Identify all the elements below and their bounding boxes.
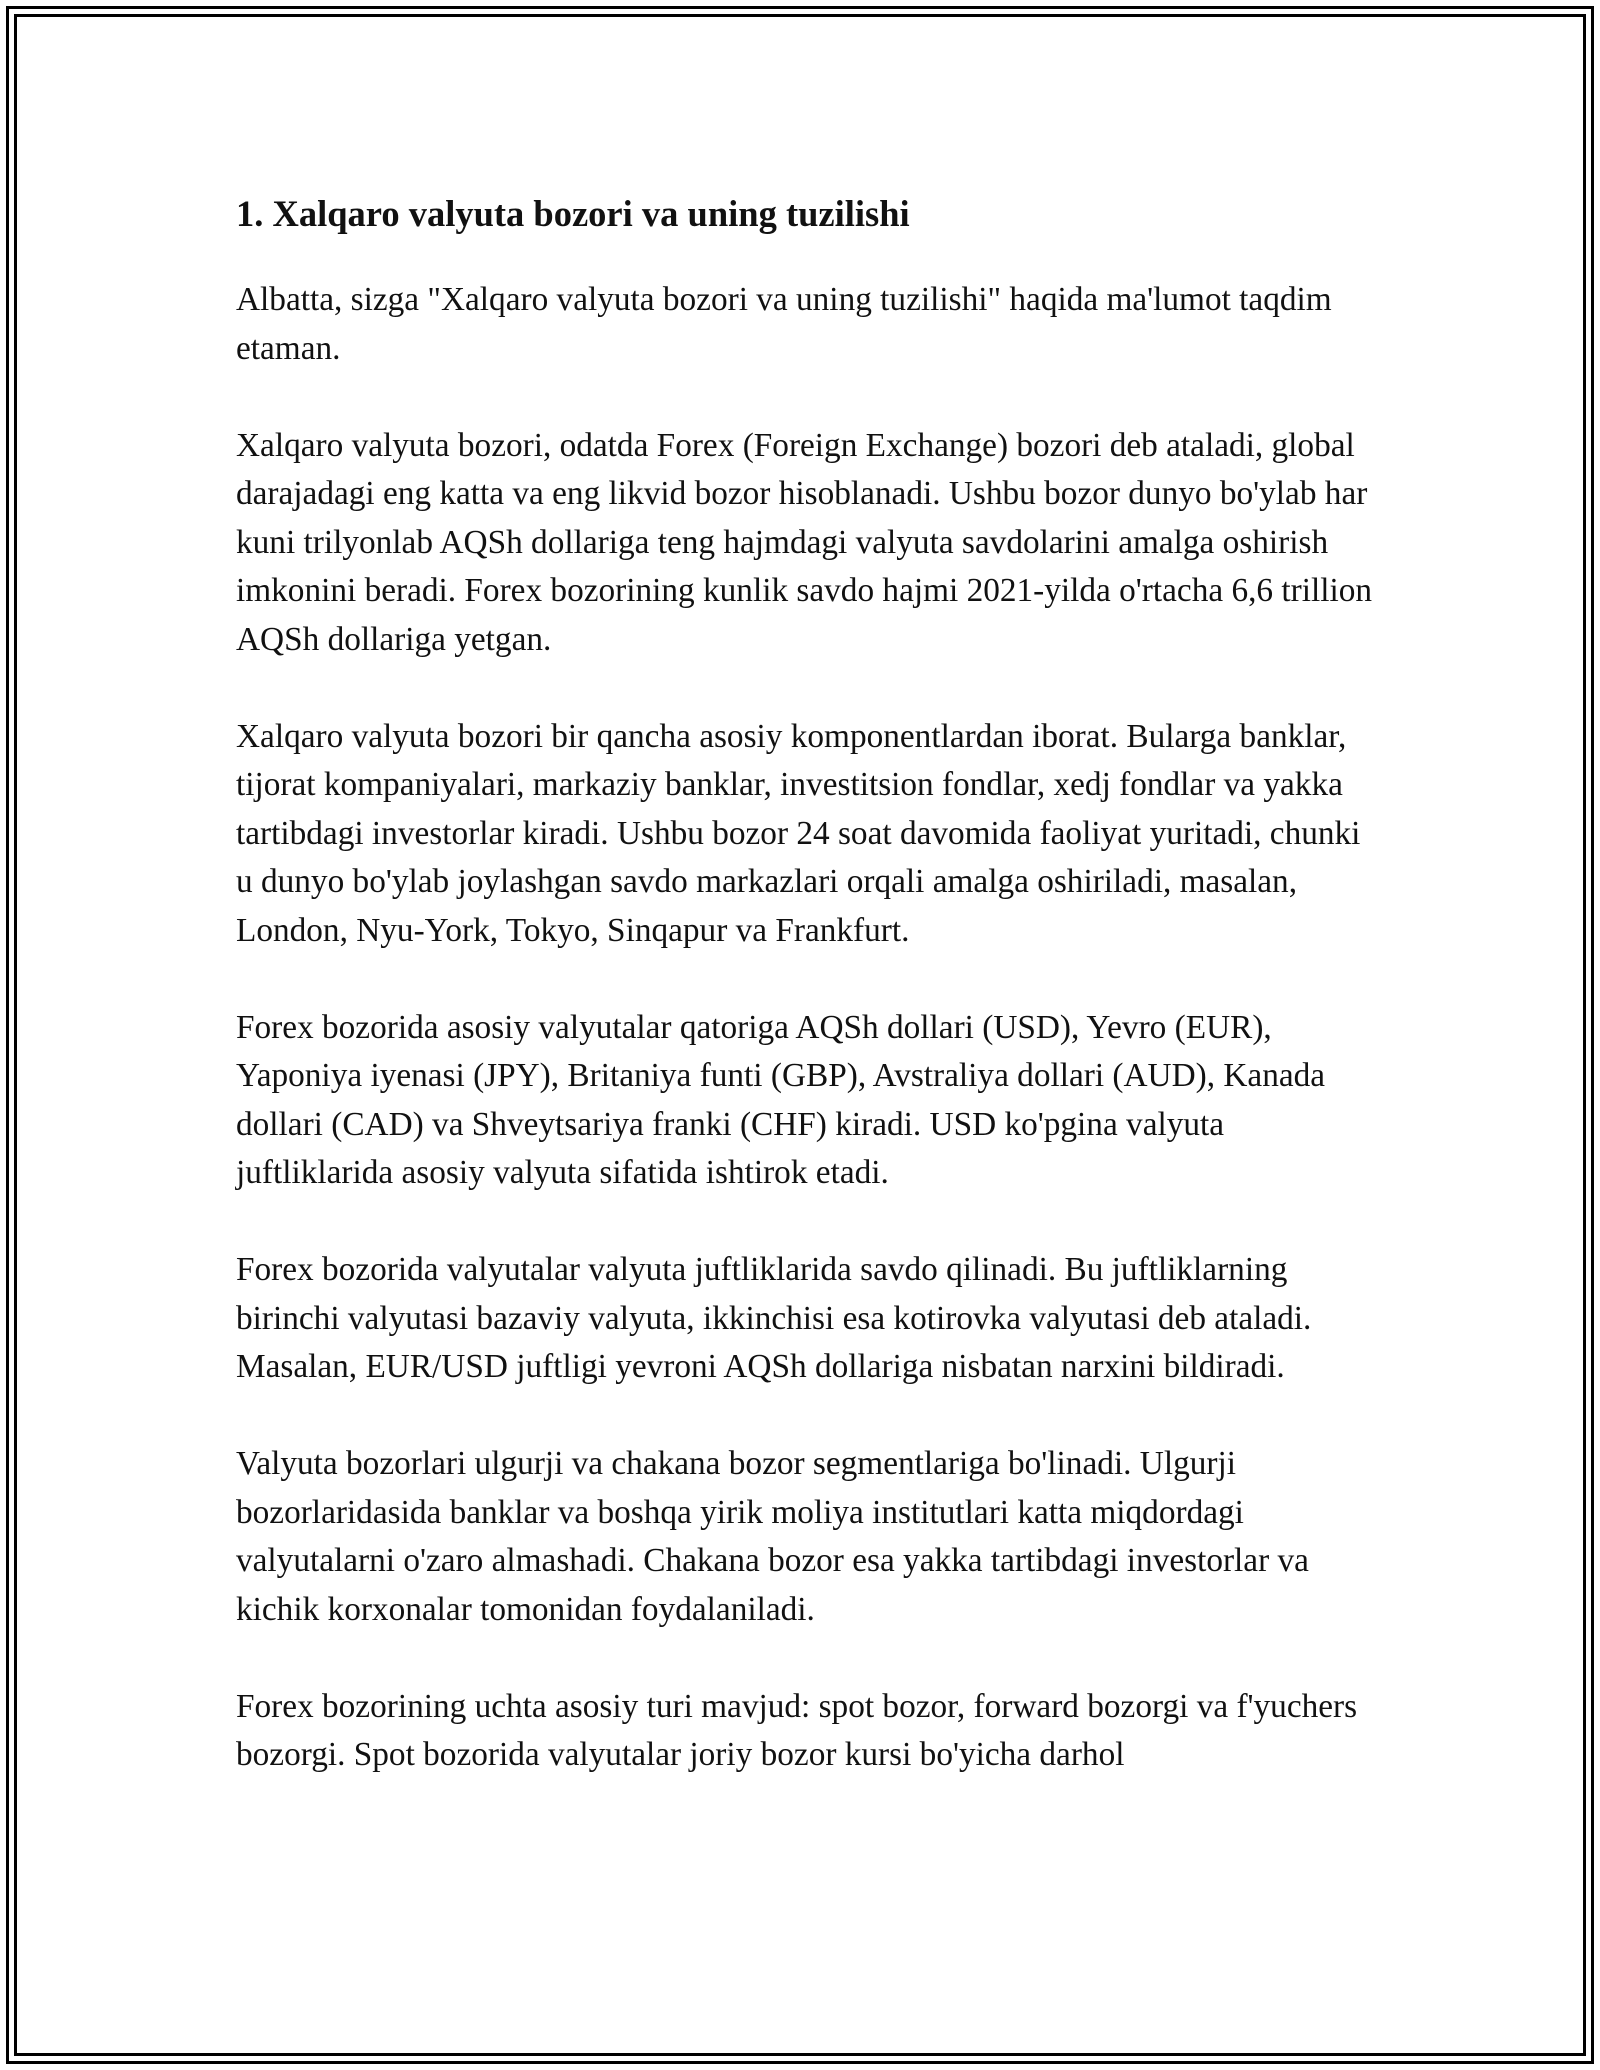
paragraph-market-types: Forex bozorining uchta asosiy turi mavjud: spot bozor, forward bozorgi va f'yuchers bozorgi. Spot bozorida valyutalar joriy bozor kursi bo'yicha darhol <box>236 1687 1358 1773</box>
paragraph-currency-pairs: Forex bozorida valyutalar valyuta juftliklarida savdo qilinadi. Bu juftliklarning birinchi valyutasi bazaviy valyuta, ikkinchisi esa kotirovka valyutasi deb ataladi. Masalan, EUR/USD juftligi yevroni AQSh dollariga nisbatan narxini bildiradi. <box>236 1251 1312 1385</box>
document-body <box>236 186 1376 1828</box>
paragraph-major-currencies: Forex bozorida asosiy valyutalar qatoriga AQSh dollari (USD), Yevro (EUR), Yaponiya iyenasi (JPY), Britaniya funti (GBP), Avstraliya dollari (AUD), Kanada dollari (CAD) va Shveytsariya franki (CHF) kiradi. USD ko'pgina valyuta juftliklarida asosiy valyuta sifatida ishtirok etadi. <box>236 1008 1326 1191</box>
section-heading: 1. Xalqaro valyuta bozori va uning tuzilishi <box>236 193 910 234</box>
paragraph-forex-overview: Xalqaro valyuta bozori, odatda Forex (Foreign Exchange) bozori deb ataladi, global darajadagi eng katta va eng likvid bozor hisoblanadi. Ushbu bozor dunyo bo'ylab har kuni trilyonlab AQSh dollariga teng hajmdagi valyuta savdolarini amalga oshirish imkonini beradi. Forex bozorining kunlik savdo hajmi 2021-yilda o'rtacha 6,6 trillion AQSh dollariga yetgan. <box>236 426 1373 658</box>
paragraph-components: Xalqaro valyuta bozori bir qancha asosiy komponentlardan iborat. Bularga banklar, tijorat kompaniyalari, markaziy banklar, investitsion fondlar, xedj fondlar va yakka tartibdagi investorlar kiradi. Ushbu bozor 24 soat davomida faoliyat yuritadi, chunki u dunyo bo'ylab joylashgan savdo markazlari orqali amalga oshiriladi, masalan, London, Nyu-York, Tokyo, Sinqapur va Frankfurt. <box>236 717 1361 949</box>
paragraph-intro: Albatta, sizga "Xalqaro valyuta bozori va uning tuzilishi" haqida ma'lumot taqdim etaman. <box>236 281 1332 367</box>
paragraph-market-segments: Valyuta bozorlari ulgurji va chakana bozor segmentlariga bo'linadi. Ulgurji bozorlaridasida banklar va boshqa yirik moliya institutlari katta miqdordagi valyutalarni o'zaro almashadi. Chakana bozor esa yakka tartibdagi investorlar va kichik korxonalar tomonidan foydalaniladi. <box>236 1445 1309 1628</box>
